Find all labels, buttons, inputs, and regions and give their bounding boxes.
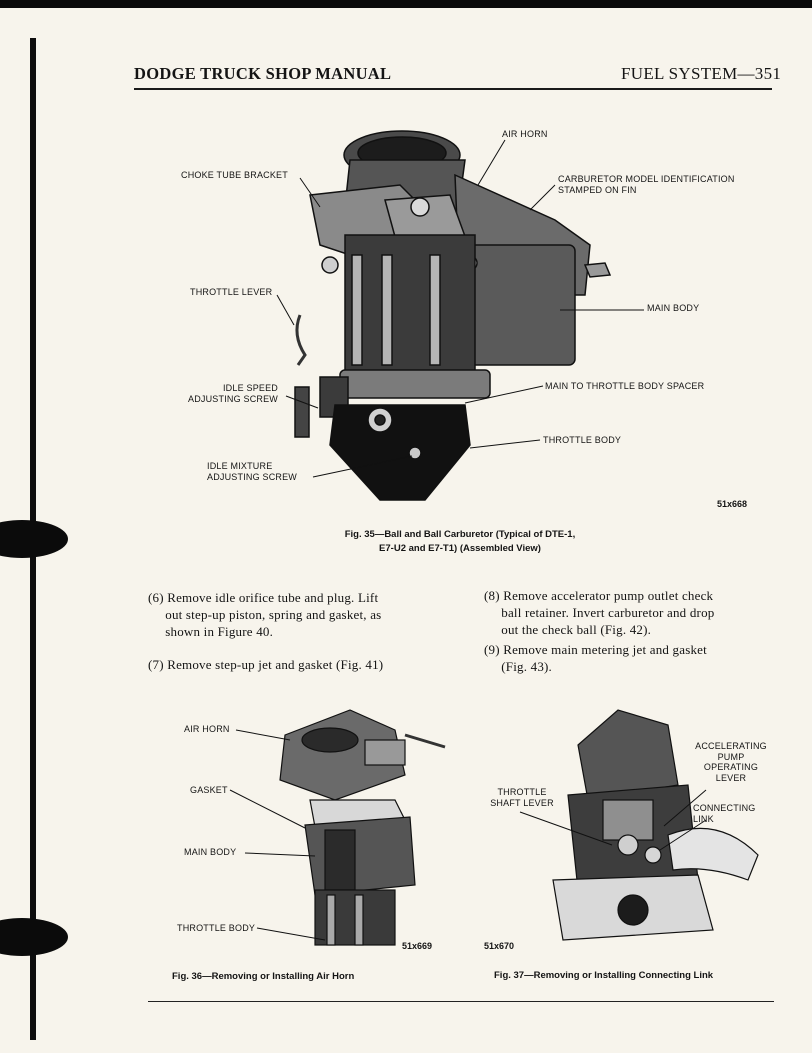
fig37-caption: Fig. 37—Removing or Installing Connecting Link — [494, 970, 714, 981]
instruction-step-9: (9) Remove main metering jet and gasket (Fig. 43). — [484, 642, 707, 674]
label-gasket: GASKET — [190, 785, 228, 795]
label-main-body: MAIN BODY — [184, 847, 237, 857]
label-idle-mixture-screw: IDLE MIXTURE ADJUSTING SCREW — [207, 461, 298, 482]
fig36-reference-number: 51x669 — [402, 941, 433, 951]
fig35-reference-number: 51x668 — [717, 499, 748, 509]
label-accelerating-pump-lever: ACCELERATING PUMP OPERATING LEVER — [695, 741, 767, 783]
label-main-to-throttle-spacer: MAIN TO THROTTLE BODY SPACER — [545, 381, 705, 391]
label-throttle-shaft-lever: THROTTLE SHAFT LEVER — [490, 787, 554, 808]
instruction-step-7: (7) Remove step-up jet and gasket (Fig. 41) — [148, 657, 384, 672]
label-throttle-body: THROTTLE BODY — [543, 435, 622, 445]
section-page-number: FUEL SYSTEM—351 — [621, 64, 782, 83]
label-throttle-lever: THROTTLE LEVER — [190, 287, 273, 297]
label-idle-speed-screw: IDLE SPEED ADJUSTING SCREW — [188, 383, 279, 404]
label-throttle-body: THROTTLE BODY — [177, 923, 256, 933]
label-choke-tube-bracket: CHOKE TUBE BRACKET — [181, 170, 288, 180]
bottom-rule — [148, 1001, 774, 1002]
instruction-step-6: (6) Remove idle orifice tube and plug. Lift out step-up piston, spring and gasket, as shown in Figure 40. — [148, 590, 382, 639]
fig37-reference-number: 51x670 — [484, 941, 515, 951]
label-main-body: MAIN BODY — [647, 303, 700, 313]
fig36-caption: Fig. 36—Removing or Installing Air Horn — [172, 971, 355, 982]
instruction-step-8: (8) Remove accelerator pump outlet check ball retainer. Invert carburetor and drop out the check ball (Fig. 42). — [484, 588, 715, 637]
label-air-horn: AIR HORN — [184, 724, 230, 734]
fig35-caption-line2: E7-U2 and E7-T1) (Assembled View) — [379, 543, 541, 554]
label-carburetor-model-id: CARBURETOR MODEL IDENTIFICATION STAMPED ON FIN — [558, 174, 735, 195]
label-air-horn: AIR HORN — [502, 129, 548, 139]
label-connecting-link: CONNECTING LINK — [693, 803, 756, 824]
fig35-caption-line1: Fig. 35—Ball and Ball Carburetor (Typical of DTE-1, — [344, 529, 576, 540]
manual-title: DODGE TRUCK SHOP MANUAL — [134, 64, 392, 83]
